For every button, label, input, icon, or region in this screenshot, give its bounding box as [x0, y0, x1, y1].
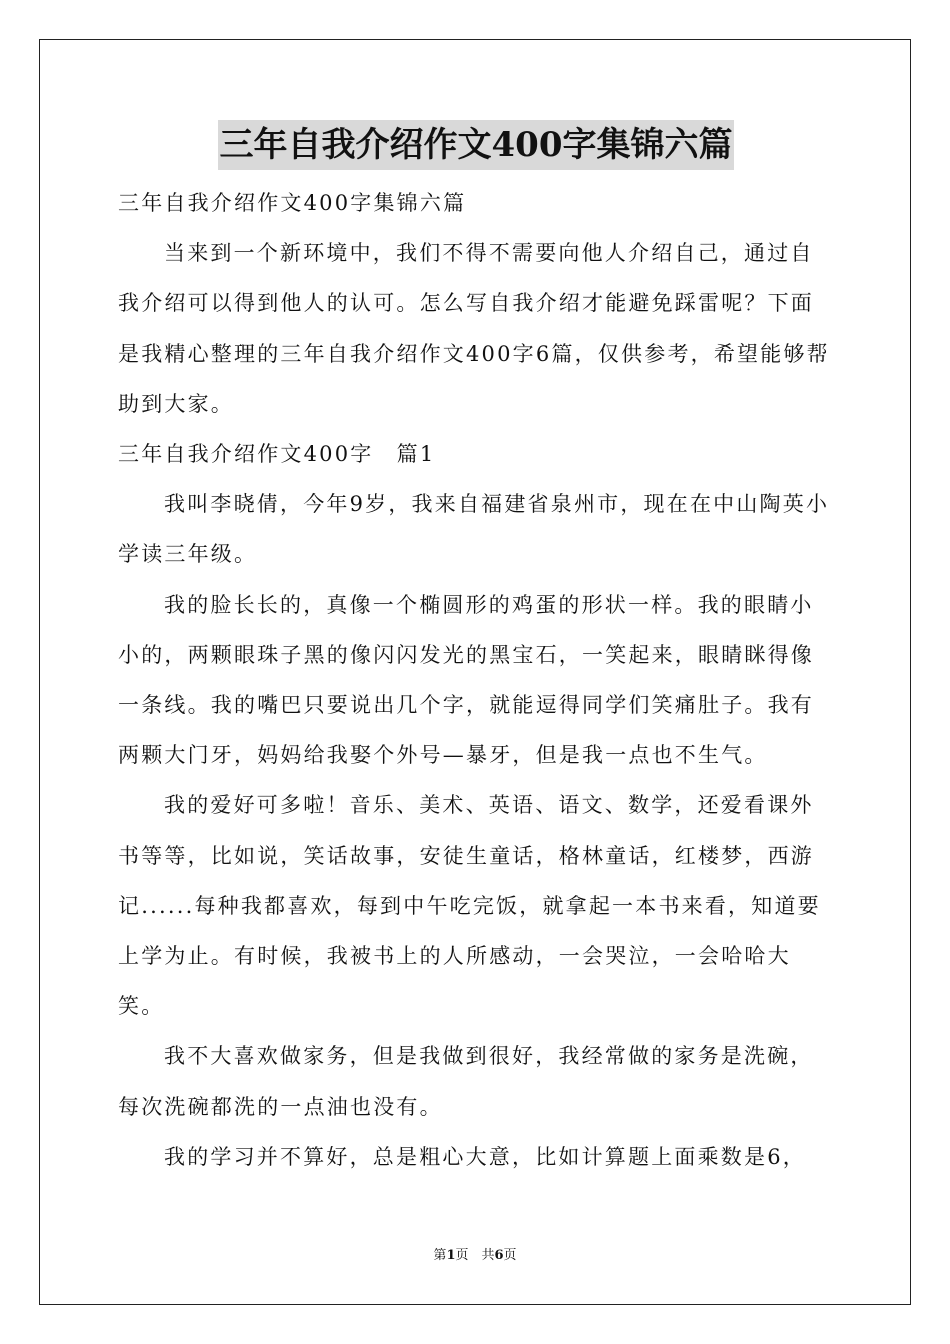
intro-paragraph: 当来到一个新环境中，我们不得不需要向他人介绍自己，通过自我介绍可以得到他人的认可。怎么写自我介绍才能避免踩雷呢？下面是我精心整理的三年自我介绍作文400字6篇，仅供参考，希望能够帮助到大家。 — [118, 241, 830, 416]
paragraph-3: 我的爱好可多啦！音乐、美术、英语、语文、数学，还爱看课外书等等，比如说，笑话故事，安徒生童话，格林童话，红楼梦，西游记......每种我都喜欢，每到中午吃完饭，就拿起一本书来看，知道要上学为止。有时候，我被书上的人所感动，一会哭泣，一会哈哈大笑。 — [118, 793, 821, 1019]
footer-page-total: 6 — [494, 1248, 504, 1263]
title-wrap — [118, 120, 834, 170]
section-heading: 三年自我介绍作文400字 篇1 — [118, 442, 436, 467]
document-body — [118, 120, 834, 1182]
document-title: 三年自我介绍作文400字集锦六篇 — [218, 120, 735, 170]
paragraph-4: 我不大喜欢做家务，但是我做到很好，我经常做的家务是洗碗，每次洗碗都洗的一点油也没有。 — [118, 1044, 814, 1119]
paragraph-1: 我叫李晓倩，今年9岁，我来自福建省泉州市，现在在中山陶英小学读三年级。 — [118, 492, 830, 567]
footer-page-suffix: 页 — [503, 1248, 517, 1263]
page-footer — [0, 1247, 950, 1265]
paragraph-2: 我的脸长长的，真像一个椭圆形的鸡蛋的形状一样。我的眼睛小小的，两颗眼珠子黑的像闪闪发光的黑宝石，一笑起来，眼睛眯得像一条线。我的嘴巴只要说出几个字，就能逗得同学们笑痛肚子。我有两颗大门牙，妈妈给我娶个外号—暴牙，但是我一点也不生气。 — [118, 592, 814, 768]
paragraph-5: 我的学习并不算好，总是粗心大意，比如计算题上面乘数是6， — [164, 1144, 806, 1169]
footer-page-prefix: 第 — [433, 1248, 447, 1263]
document-subtitle: 三年自我介绍作文400字集锦六篇 — [118, 191, 467, 215]
footer-page-current: 1 — [446, 1248, 456, 1263]
footer-page-mid: 页 共 — [455, 1248, 495, 1263]
